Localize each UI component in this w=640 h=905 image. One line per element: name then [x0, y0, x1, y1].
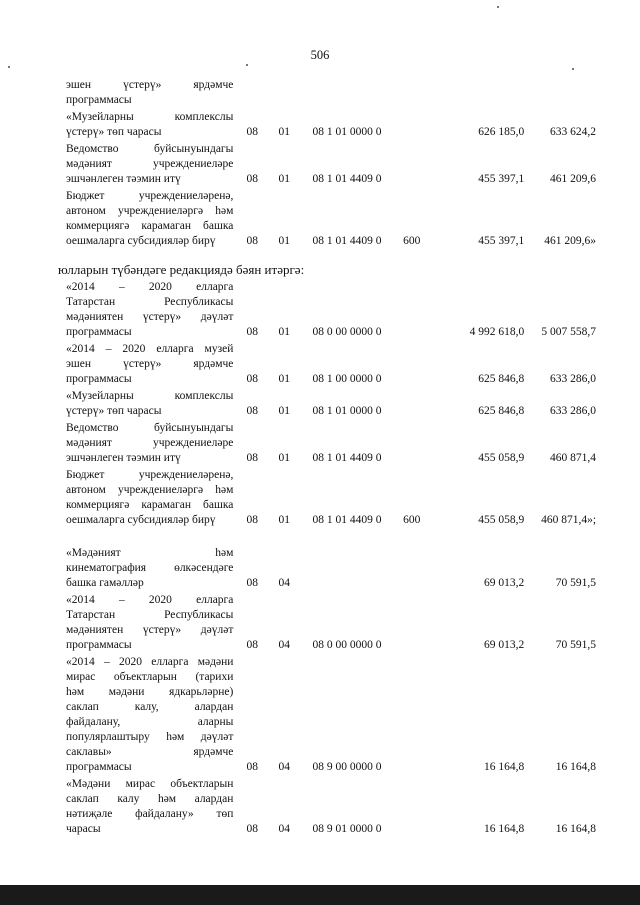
- target-article-code: 08 0 00 0000 0: [312, 639, 382, 651]
- amount-year-2: 633 624,2: [550, 126, 597, 138]
- subsection-code: 01: [278, 173, 290, 185]
- row-name: [66, 110, 233, 140]
- subsection-code: 01: [278, 326, 290, 338]
- amount-year-1: 455 058,9: [478, 452, 525, 464]
- section-code: 08: [246, 126, 259, 138]
- target-article-code: 08 1 01 4409 0: [312, 173, 382, 185]
- page-number: 506: [310, 48, 330, 62]
- row-name: [66, 468, 233, 528]
- amount-year-1: 625 846,8: [478, 373, 525, 385]
- row-name-line: «Мәдәният һәм: [66, 547, 234, 559]
- scan-speck: [8, 66, 10, 68]
- scan-speck: [246, 64, 248, 66]
- amount-year-2: 70 591,5: [555, 639, 597, 651]
- row-name: [66, 280, 233, 340]
- row-name-line: программасы: [66, 326, 132, 338]
- table-row: [66, 777, 596, 837]
- amount-year-2: 16 164,8: [555, 823, 597, 835]
- row-name-line: «2014 – 2020 елларга: [66, 594, 234, 606]
- amount-year-2: 633 286,0: [550, 373, 597, 385]
- section-code: 08: [246, 577, 259, 589]
- row-name: [66, 777, 233, 837]
- target-article-code: 08 9 00 0000 0: [312, 761, 382, 773]
- row-name-line: үстерү» төп чарасы: [66, 405, 162, 417]
- target-article-code: 08 1 01 0000 0: [312, 405, 382, 417]
- row-name-line: программасы: [66, 373, 132, 385]
- row-name-line: мәдәниятен үстерү» дәүләт: [66, 311, 234, 323]
- subsection-code: 04: [278, 761, 290, 773]
- table-row: [66, 142, 596, 187]
- table-block-before: [66, 78, 596, 249]
- row-name-line: һәм мәдәни ядкарьләрне): [66, 686, 234, 698]
- subsection-code: 04: [278, 639, 290, 651]
- row-name-line: автоном учреждениеләргә һәм: [66, 205, 234, 217]
- amount-year-1: 455 397,1: [478, 235, 525, 247]
- row-name-line: Ведомство буйсынуындагы: [66, 143, 234, 155]
- row-name-line: оешмаларга субсидияләр бирү: [66, 235, 216, 247]
- target-article-code: 08 9 01 0000 0: [312, 823, 382, 835]
- table-row: [66, 593, 596, 653]
- row-name-line: мәдәният учреждениеләре: [66, 158, 234, 170]
- table-row: [66, 546, 596, 591]
- row-name-line: эшчәнлеген тәэмин итү: [66, 452, 181, 464]
- row-name-line: саклавы» ярдәмче: [66, 746, 234, 758]
- table-row: [66, 78, 596, 108]
- amount-year-2: 633 286,0: [550, 405, 597, 417]
- row-name-line: коммерциягә карамаган башка: [66, 499, 234, 511]
- row-name-line: Татарстан Республикасы: [66, 296, 234, 308]
- amount-year-1: 4 992 618,0: [469, 326, 525, 338]
- row-name-line: үстерү» төп чарасы: [66, 126, 162, 138]
- table-row: [66, 389, 596, 419]
- row-name: [66, 142, 233, 187]
- amount-year-2: 460 871,4»;: [541, 514, 597, 526]
- row-name-line: Татарстан Республикасы: [66, 609, 234, 621]
- row-name-line: мәдәният учреждениеләре: [66, 437, 234, 449]
- row-name: [66, 78, 233, 108]
- amount-year-2: 461 209,6: [550, 173, 597, 185]
- target-article-code: 08 0 00 0000 0: [312, 326, 382, 338]
- subsection-code: 01: [278, 373, 290, 385]
- row-name: [66, 546, 233, 591]
- row-name-line: мәдәниятен үстерү» дәүләт: [66, 624, 234, 636]
- amount-year-1: 69 013,2: [484, 639, 525, 651]
- section-code: 08: [246, 173, 259, 185]
- row-name-line: популярлаштыру һәм дәүләт: [66, 731, 234, 743]
- table-row: [66, 468, 596, 528]
- section-heading: юлларын түбәндәге редакциядә бәян итәргә:: [58, 262, 305, 277]
- section-code: 08: [246, 514, 259, 526]
- target-article-code: 08 1 01 4409 0: [312, 235, 382, 247]
- target-article-code: 08 1 01 0000 0: [312, 126, 382, 138]
- row-name-line: «2014 – 2020 елларга музей: [66, 343, 234, 355]
- section-code: 08: [246, 405, 259, 417]
- row-name-line: автоном учреждениеләргә һәм: [66, 484, 234, 496]
- row-name: [66, 421, 233, 466]
- target-article-code: 08 1 00 0000 0: [312, 373, 382, 385]
- budget-table: [58, 78, 597, 837]
- row-name-line: «2014 – 2020 елларга мәдәни: [66, 656, 234, 668]
- amount-year-1: 626 185,0: [478, 126, 525, 138]
- section-code: 08: [246, 452, 259, 464]
- table-row: [66, 655, 596, 775]
- subsection-code: 01: [278, 126, 290, 138]
- table-row: [66, 189, 596, 249]
- row-name-line: Бюджет учреждениеләренә,: [66, 190, 234, 202]
- amount-year-2: 460 871,4: [550, 452, 597, 464]
- amount-year-2: 16 164,8: [555, 761, 597, 773]
- row-name-line: программасы: [66, 94, 132, 106]
- scan-bottom-edge: [0, 885, 640, 905]
- section-code: 08: [246, 761, 259, 773]
- amount-year-1: 16 164,8: [484, 761, 525, 773]
- amount-year-2: 461 209,6»: [544, 235, 597, 247]
- table-row: [66, 342, 596, 387]
- section-code: 08: [246, 235, 259, 247]
- subsection-code: 01: [278, 452, 290, 464]
- row-name: [66, 342, 233, 387]
- subsection-code: 04: [278, 823, 290, 835]
- row-name: [66, 655, 233, 775]
- target-article-code: 08 1 01 4409 0: [312, 514, 382, 526]
- row-name-line: «2014 – 2020 елларга: [66, 281, 234, 293]
- table-row: [66, 110, 596, 140]
- section-code: 08: [246, 373, 259, 385]
- row-name: [66, 389, 233, 419]
- expense-type-code: 600: [403, 235, 421, 247]
- row-name-line: эшен үстерү» ярдәмче: [66, 358, 234, 370]
- amount-year-1: 455 058,9: [478, 514, 525, 526]
- subsection-code: 01: [278, 405, 290, 417]
- amount-year-2: 70 591,5: [555, 577, 597, 589]
- amount-year-1: 625 846,8: [478, 405, 525, 417]
- row-name-line: файдалану, аларны: [66, 716, 234, 728]
- row-name-line: Бюджет учреждениеләренә,: [66, 469, 234, 481]
- row-name-line: программасы: [66, 639, 132, 651]
- section-code: 08: [246, 326, 259, 338]
- row-name-line: кинематография өлкәсендәге: [66, 562, 234, 574]
- row-name-line: чарасы: [66, 823, 101, 835]
- row-name-line: «Музейларны комплекслы: [66, 390, 234, 402]
- table-block-second: [66, 546, 596, 837]
- row-name-line: «Мәдәни мирас объектларын: [66, 778, 234, 790]
- row-name-line: Ведомство буйсынуындагы: [66, 422, 234, 434]
- section-code: 08: [246, 639, 259, 651]
- row-name-line: саклап калу һәм алардан: [66, 793, 234, 805]
- amount-year-1: 455 397,1: [478, 173, 525, 185]
- subsection-code: 01: [278, 235, 290, 247]
- row-name-line: программасы: [66, 761, 132, 773]
- amount-year-2: 5 007 558,7: [541, 326, 597, 338]
- expense-type-code: 600: [403, 514, 421, 526]
- target-article-code: 08 1 01 4409 0: [312, 452, 382, 464]
- section-code: 08: [246, 823, 259, 835]
- table-row: [66, 421, 596, 466]
- row-name-line: саклап калу, алардан: [66, 701, 234, 713]
- row-name-line: «Музейларны комплекслы: [66, 111, 234, 123]
- amount-year-1: 69 013,2: [484, 577, 525, 589]
- row-name-line: мирас объектларын (тарихи: [66, 671, 234, 683]
- row-name-line: оешмаларга субсидияләр бирү: [66, 514, 216, 526]
- subsection-code: 01: [278, 514, 290, 526]
- row-name-line: коммерциягә карамаган башка: [66, 220, 234, 232]
- row-name-line: башка гамәлләр: [66, 577, 144, 589]
- row-name: [66, 593, 233, 653]
- scan-speck: [572, 68, 574, 70]
- row-name-line: нәтиҗәле файдалану» төп: [66, 808, 234, 820]
- amount-year-1: 16 164,8: [484, 823, 525, 835]
- row-name-line: эшен үстерү» ярдәмче: [66, 79, 234, 91]
- row-name-line: эшчәнлеген тәэмин итү: [66, 173, 181, 185]
- subsection-code: 04: [278, 577, 290, 589]
- table-row: [66, 280, 596, 340]
- row-name: [66, 189, 233, 249]
- table-block-after: [66, 280, 596, 528]
- scan-speck: [497, 6, 499, 8]
